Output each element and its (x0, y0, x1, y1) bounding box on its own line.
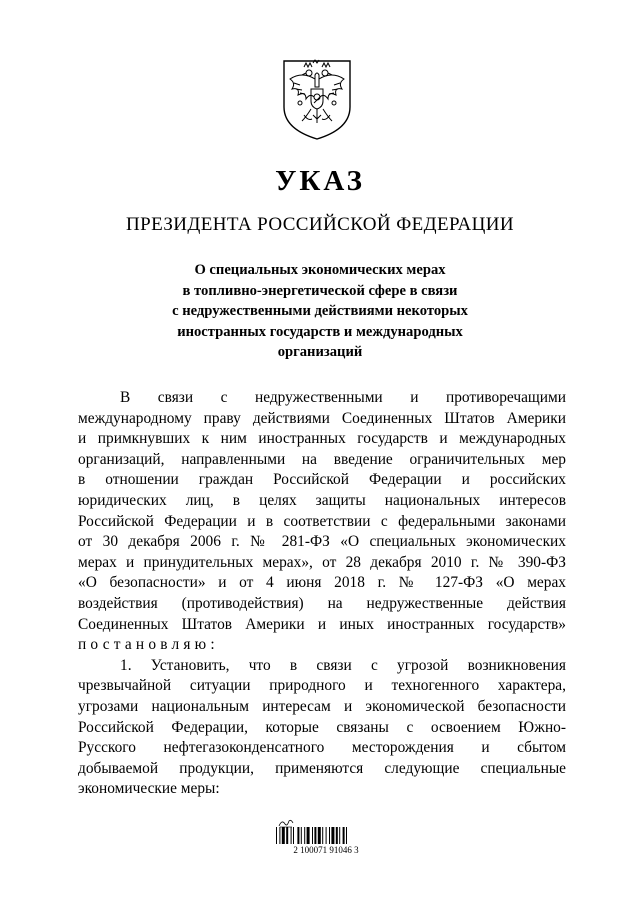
coat-of-arms-emblem (280, 57, 354, 143)
body-line: чрезвычайной ситуации природного и техногенного характера, (78, 677, 566, 695)
decree-heading (120, 260, 520, 363)
decree-title: УКАЗ (275, 165, 365, 197)
barcode-number: 2 100071 91046 3 (293, 845, 359, 855)
body-line: угрозами национальным интересам и экономической безопасности (78, 697, 566, 715)
body-line: 1. Установить, что в связи с угрозой возникновения (120, 656, 566, 674)
body-line: Соединенных Штатов Америки и иных иностранных государств» (78, 615, 566, 633)
body-line: организаций, направленными на введение ограничительных мер (78, 450, 566, 468)
body-line: Российской Федерации и в соответствии с федеральными законами (78, 512, 566, 530)
body-line: «О безопасности» и от 4 июня 2018 г. № 127-ФЗ «О мерах (78, 574, 566, 592)
body-line: от 30 декабря 2006 г. № 281-ФЗ «О специальных экономических (78, 533, 566, 551)
decree-body (78, 388, 566, 800)
heading-line: иностранных государств и международных (177, 323, 463, 340)
body-line: В связи с недружественными и противоречащими (120, 389, 566, 406)
issuer-subtitle: ПРЕЗИДЕНТА РОССИЙСКОЙ ФЕДЕРАЦИИ (126, 214, 514, 235)
body-line: Русского нефтегазоконденсатного месторождения и сбытом (78, 739, 566, 757)
document-barcode (266, 818, 386, 858)
heading-line: в топливно-энергетической сфере в связи (182, 282, 458, 299)
heading-line: О специальных экономических мерах (194, 262, 446, 278)
body-line: Российской Федерации, которые связаны с освоением Южно- (78, 718, 566, 736)
body-line: добываемой продукции, применяются следующие специальные (78, 759, 566, 777)
body-line: мерах и принудительных мерах», от 28 декабря 2010 г. № 390-ФЗ (78, 553, 566, 571)
heading-line: с недружественными действиями некоторых (172, 303, 468, 319)
body-line: в отношении граждан Российской Федерации и российских (78, 471, 566, 489)
heading-line: организаций (277, 344, 363, 360)
body-line-decree-verb: постановляю: (78, 636, 219, 654)
body-line: и примкнувших к ним иностранных государств и международных (78, 430, 566, 448)
body-line: юридических лиц, в целях защиты национальных интересов (78, 491, 566, 509)
body-line: экономические меры: (78, 780, 220, 798)
body-line: международному праву действиями Соединенных Штатов Америки (78, 409, 566, 427)
body-line: воздействия (противодействия) на недружественные действия (78, 594, 566, 612)
barcode-bars (276, 827, 376, 844)
